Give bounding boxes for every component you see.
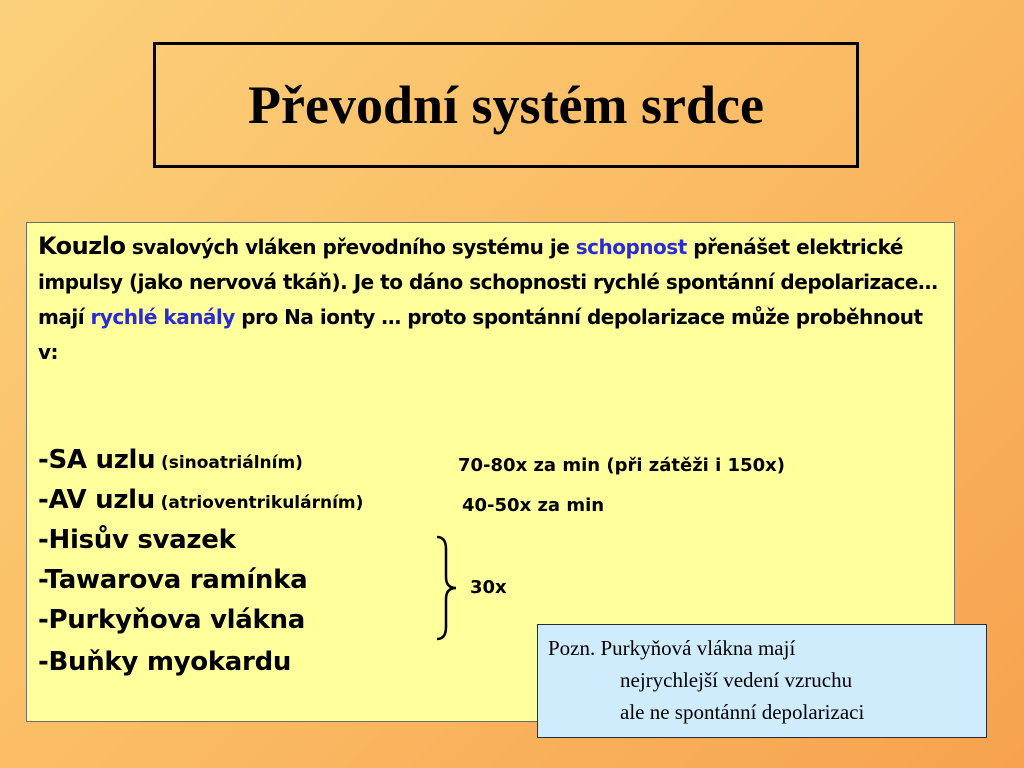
- item-rate: 40-50x za min: [462, 495, 605, 516]
- note-line-1: Pozn. Purkyňová vlákna mají: [548, 636, 796, 660]
- item-name: -SA uzlu: [38, 445, 156, 475]
- slide-title: Převodní systém srdce: [248, 75, 764, 135]
- group-rate: 30x: [470, 577, 507, 598]
- list-item-myocardium-cells: [38, 647, 291, 677]
- intro-paragraph: [38, 229, 943, 370]
- note-line-3: ale ne spontánní depolarizaci: [620, 700, 865, 724]
- item-rate: 70-80x za min (při zátěži i 150x): [458, 455, 785, 476]
- title-box: [153, 42, 859, 168]
- list-item-av-node: [38, 485, 363, 515]
- note-line-2: nejrychlejší vedení vzruchu: [620, 668, 853, 692]
- intro-lead: Kouzlo: [38, 232, 126, 260]
- intro-part2: přenášet elektrické impulsy (jako nervová tkáň). Je to dáno schopnosti rychlé spontánní depolarizace… mají: [38, 235, 938, 329]
- item-name: -Buňky myokardu: [38, 647, 292, 677]
- curly-brace-icon: [435, 535, 459, 641]
- item-name: -Tawarova ramínka: [38, 565, 308, 595]
- item-name: -Hisův svazek: [38, 525, 236, 555]
- list-item-purkinje-fibers: [38, 605, 305, 635]
- list-item-his-bundle: [38, 525, 236, 555]
- list-item-sa-node: [38, 445, 303, 475]
- intro-part3: pro Na ionty … proto spontánní depolarizace může proběhnout v:: [38, 305, 923, 364]
- intro-highlight-ability: schopnost: [575, 235, 687, 259]
- note-box: [537, 624, 987, 738]
- intro-highlight-channels: rychlé kanály: [90, 305, 235, 329]
- intro-part1: svalových vláken převodního systému je: [125, 235, 576, 259]
- item-name: -Purkyňova vlákna: [38, 605, 305, 635]
- item-detail: (sinoatriálním): [160, 453, 303, 473]
- list-item-tawara-branches: [38, 565, 307, 595]
- item-detail: (atrioventrikulárním): [160, 493, 364, 513]
- item-name: -AV uzlu: [38, 485, 155, 515]
